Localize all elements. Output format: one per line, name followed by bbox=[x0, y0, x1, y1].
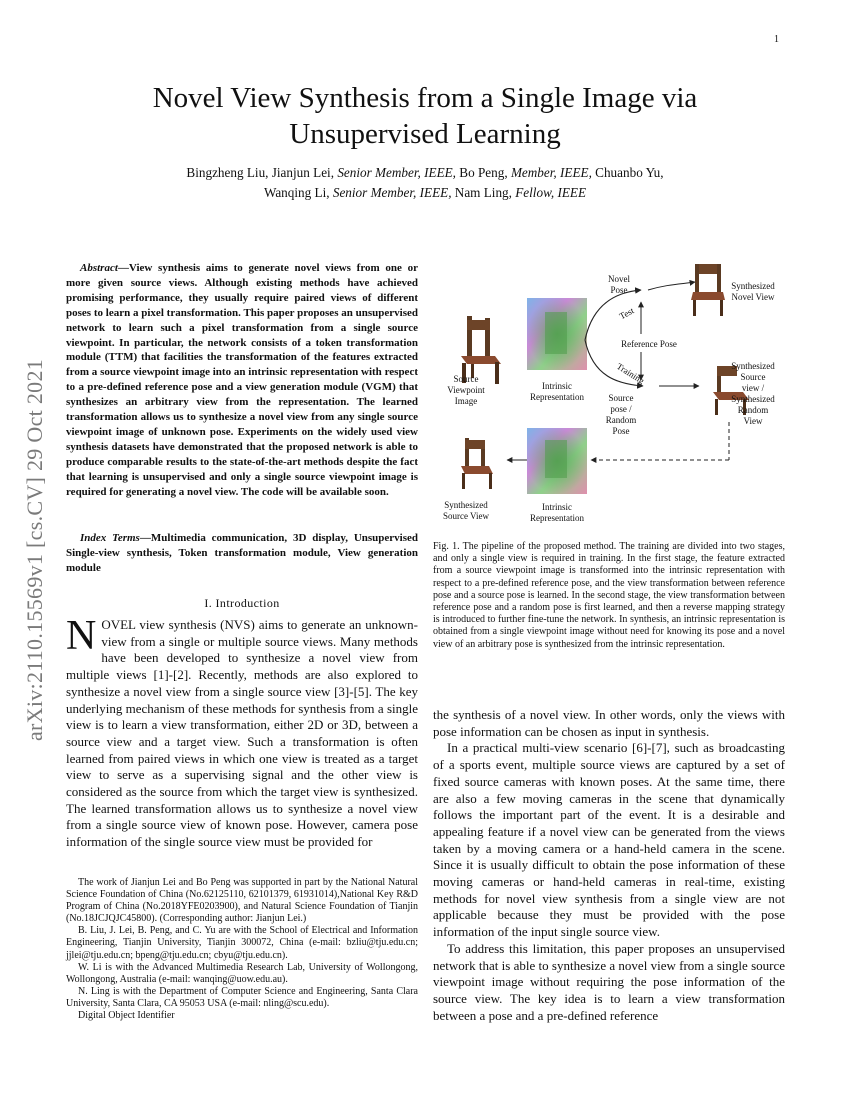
synth-novel-view-label-1: Synthesized bbox=[731, 281, 775, 291]
source-viewpoint-label-3: Image bbox=[454, 396, 478, 406]
source-viewpoint-label-1: Source bbox=[453, 374, 479, 384]
intro-body: view synthesis (NVS) aims to generate an unknown-view from a single or multiple source views. Many methods have been developed to synthesize a novel view from multiple views [1]-[2]. Recently, methods are also explored to synthesize a novel view from a single source view [3]-[5]. The key underlying mechanism of these methods for synthesis from a single view is to learn a view transformation, either 2D or 3D, between a source view and a target view. Such a transformation is often learned from paired views in which one view is treated as a target view to serve as a supervising signal and the other view is considered as the source from which the target view is synthesized. The learned transformation allows us to synthesize a novel view from a single source view of known pose. However, camera pose information of the single source view must be provided for bbox=[66, 617, 418, 850]
synth-novel-view-label-2: Novel View bbox=[731, 292, 775, 302]
author-line-1 bbox=[60, 163, 790, 183]
author-role-1: Senior Member, IEEE, bbox=[337, 165, 456, 180]
source-random-pose-label-1: Source bbox=[608, 393, 634, 403]
novel-pose-label-2: Pose bbox=[610, 285, 628, 295]
intrinsic-bottom-label-1: Intrinsic bbox=[542, 502, 572, 512]
source-viewpoint-label-2: Viewpoint bbox=[447, 385, 485, 395]
author-names-3: Chuanbo Yu, bbox=[591, 165, 664, 180]
intrinsic-top-label-2: Representation bbox=[530, 392, 584, 402]
index-terms-lead: Index Terms bbox=[80, 532, 140, 544]
author-names-1: Bingzheng Liu, Jianjun Lei, bbox=[186, 165, 338, 180]
index-terms bbox=[66, 531, 418, 576]
synth-source-random-label-3: view / bbox=[741, 383, 765, 393]
abstract-text: —View synthesis aims to generate novel views from one or more given source views. Although existing methods have achieved promising performance, they usually require paired views of different poses to learn a pixel transformation. This paper proposes an unsupervised network to learn such a pixel transformation from a single source viewpoint. In particular, the network consists of a token transformation module (TTM) that facilities the transformation of the features extracted from a source viewpoint image into an intrinsic representation with respect to a pre-defined reference pose and a view generation module (VGM) that synthesizes an arbitrary view from the representation. The learned transformation allows us to synthesize a novel view from any single source viewpoint image of unknown pose. Experiments on the widely used view synthesis datasets have demonstrated that the proposed network is able to produce comparable results to the state-of-the-art methods despite the fact that learning is unsupervised and only a single source viewpoint image is required for generating a novel view. The code will be available soon. bbox=[66, 262, 418, 498]
author-role-5: Fellow, IEEE bbox=[515, 185, 587, 200]
footnotes bbox=[66, 877, 418, 1022]
paragraph-continuation: the synthesis of a novel view. In other words, only the views with pose information can be chosen as input in synthesis. bbox=[433, 707, 785, 739]
source-random-pose-label-2: pose / bbox=[610, 404, 632, 414]
author-line-2 bbox=[60, 183, 790, 203]
author-names-5: Nam Ling, bbox=[451, 185, 516, 200]
right-column-text bbox=[433, 707, 785, 1024]
synth-source-random-label-4: Synthesized bbox=[731, 394, 775, 404]
abstract-lead: Abstract bbox=[80, 262, 118, 274]
training-label: Training bbox=[614, 361, 647, 386]
source-random-pose-label-4: Pose bbox=[612, 426, 630, 436]
footnote-funding: The work of Jianjun Lei and Bo Peng was supported in part by the National Natural Science Foundation of China (No.62125110, 62101379, 61931014),National Key R&D Program of China (No.2018YFE0203900), and Natural Science Foundation of Tianjin (No.18JCJQJC45800). (Corresponding author: Jianjun Lei.) bbox=[66, 877, 418, 925]
pipeline-figure bbox=[433, 262, 785, 532]
author-list bbox=[60, 163, 790, 203]
introduction-text bbox=[66, 613, 418, 851]
page-number: 1 bbox=[774, 34, 779, 45]
test-label: Test bbox=[617, 305, 636, 322]
paragraph-limitation: To address this limitation, this paper proposes an unsupervised network that is able to synthesize a novel view from a single source viewpoint image without requiring the pose information of the source view. The key idea is to learn a view transformation between a pose and a pre-defined reference bbox=[433, 940, 785, 1023]
source-viewpoint-label bbox=[447, 374, 485, 406]
footnote-affiliation-uow: W. Li is with the Advanced Multimedia Research Lab, University of Wollongong, Wollongong, Australia (e-mail: wanqing@uow.edu.au). bbox=[66, 961, 418, 985]
title-line-2: Unsupervised Learning bbox=[289, 118, 561, 150]
intrinsic-representation-top bbox=[527, 298, 587, 370]
synth-source-view-label-1: Synthesized bbox=[444, 500, 488, 510]
footnote-doi: Digital Object Identifier bbox=[78, 1010, 175, 1022]
author-role-2: Member, IEEE, bbox=[510, 165, 592, 180]
author-names-2: Bo Peng, bbox=[455, 165, 511, 180]
intrinsic-representation-bottom bbox=[527, 428, 587, 494]
synth-source-random-label-1: Synthesized bbox=[731, 361, 775, 371]
footnote-affiliation-scu: N. Ling is with the Department of Computer Science and Engineering, Santa Clara University, Santa Clara, CA 95053 USA (e-mail: nling@scu.edu). bbox=[66, 985, 418, 1009]
abstract bbox=[66, 261, 418, 500]
intrinsic-bottom-label-2: Representation bbox=[530, 513, 584, 523]
author-names-4: Wanqing Li, bbox=[263, 185, 333, 200]
novel-pose-label-1: Novel bbox=[608, 274, 630, 284]
drop-cap: N bbox=[66, 613, 97, 659]
author-role-4: Senior Member, IEEE, bbox=[332, 185, 452, 200]
paper-title bbox=[60, 80, 790, 152]
figure-caption: Fig. 1. The pipeline of the proposed method. The training are divided into two stages, and only a single view is required in training. In the first stage, the feature extracted from a source viewpoint image is transformed into the intrinsic representation with respect to a pre-defined reference pose, and the view transformation between reference pose and a source pose is learned. In the second stage, the view transformation between reference pose and a random pose is first learned, and then a reverse mapping strategy is introduced to further fine-tune the network. In synthesis, an intrinsic representation is obtained from a single viewpoint image without need for knowing its pose and a novel view of an arbitrary pose is synthesized from the intrinsic representation. bbox=[433, 541, 785, 650]
to-synth-novel-arrow bbox=[648, 282, 695, 290]
source-random-pose-label-3: Random bbox=[605, 415, 637, 425]
arxiv-stamp-text: arXiv:2110.15569v1 [cs.CV] 29 Oct 2021 bbox=[22, 358, 47, 742]
synth-novel-view-chair bbox=[691, 264, 725, 316]
index-terms-text: —Multimedia communication, 3D display, Unsupervised Single-view synthesis, Token transformation module, View generation module bbox=[66, 532, 418, 574]
synth-source-random-label-5: Random bbox=[737, 405, 769, 415]
footnote-affiliation-tju: B. Liu, J. Lei, B. Peng, and C. Yu are with the School of Electrical and Information Engineering, Tianjin University, Tianjin 300072, China (e-mail: bzliu@tju.edu.cn; jjlei@tju.edu.cn; bpeng@tju.edu.cn; cbyu@tju.edu.cn). bbox=[66, 925, 418, 961]
synth-source-random-label-2: Source bbox=[740, 372, 766, 382]
intrinsic-top-label-1: Intrinsic bbox=[542, 381, 572, 391]
synth-source-view-chair bbox=[461, 438, 493, 489]
paragraph-multi-view: In a practical multi-view scenario [6]-[7], such as broadcasting of a sports event, multiple source views are captured by a set of fixed source cameras with known poses. At the same time, there are also a few moving cameras in the scene that dynamically follows the important part of the event. It is a desirable and appealing feature if a novel view can be generated from the views taken by a moving camera or a hand-held camera in the scene. Since it is usually difficult to obtain the pose information of these moving cameras or hand-held cameras in real-time, existing methods for novel view synthesis from a single view are not applicable because they must be provided with the pose information of the input single source view. bbox=[433, 740, 785, 940]
section-heading: I. Introduction bbox=[204, 596, 280, 610]
synth-source-random-label-6: View bbox=[743, 416, 763, 426]
reference-pose-label: Reference Pose bbox=[621, 339, 677, 349]
title-line-1: Novel View Synthesis from a Single Image via bbox=[152, 82, 698, 114]
synth-source-view-label-2: Source View bbox=[442, 511, 490, 521]
intro-first-word: OVEL bbox=[101, 617, 136, 632]
